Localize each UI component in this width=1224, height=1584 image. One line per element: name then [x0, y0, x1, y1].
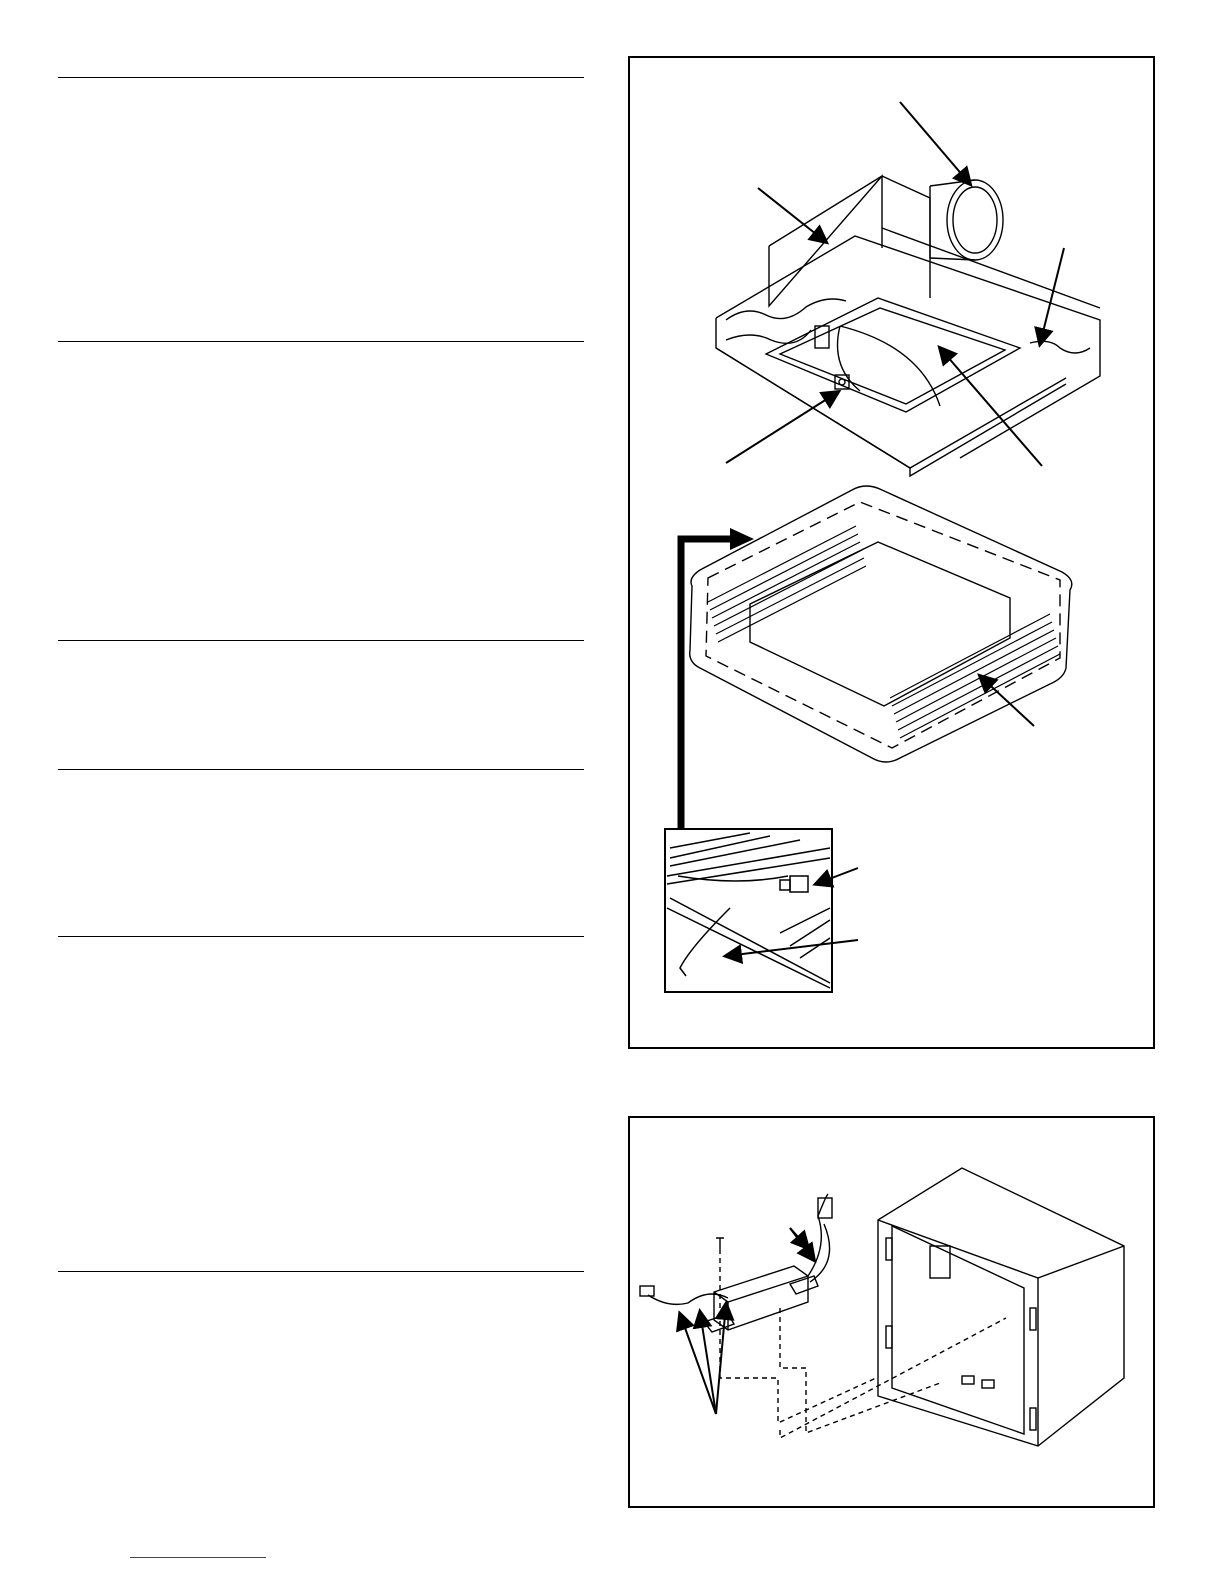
section-divider-1 — [58, 77, 584, 78]
figure-fan-installation — [628, 56, 1155, 1049]
ballast-installation-illustration — [630, 1118, 1157, 1510]
figure-ballast-installation — [628, 1116, 1155, 1508]
section-divider-3 — [58, 640, 584, 641]
section-divider-4 — [58, 769, 584, 770]
fan-installation-illustration — [630, 58, 1157, 1051]
section-divider-2 — [58, 341, 584, 342]
section-divider-6 — [58, 1271, 584, 1272]
footer-link-underline[interactable] — [130, 1557, 266, 1558]
section-divider-5 — [58, 936, 584, 937]
